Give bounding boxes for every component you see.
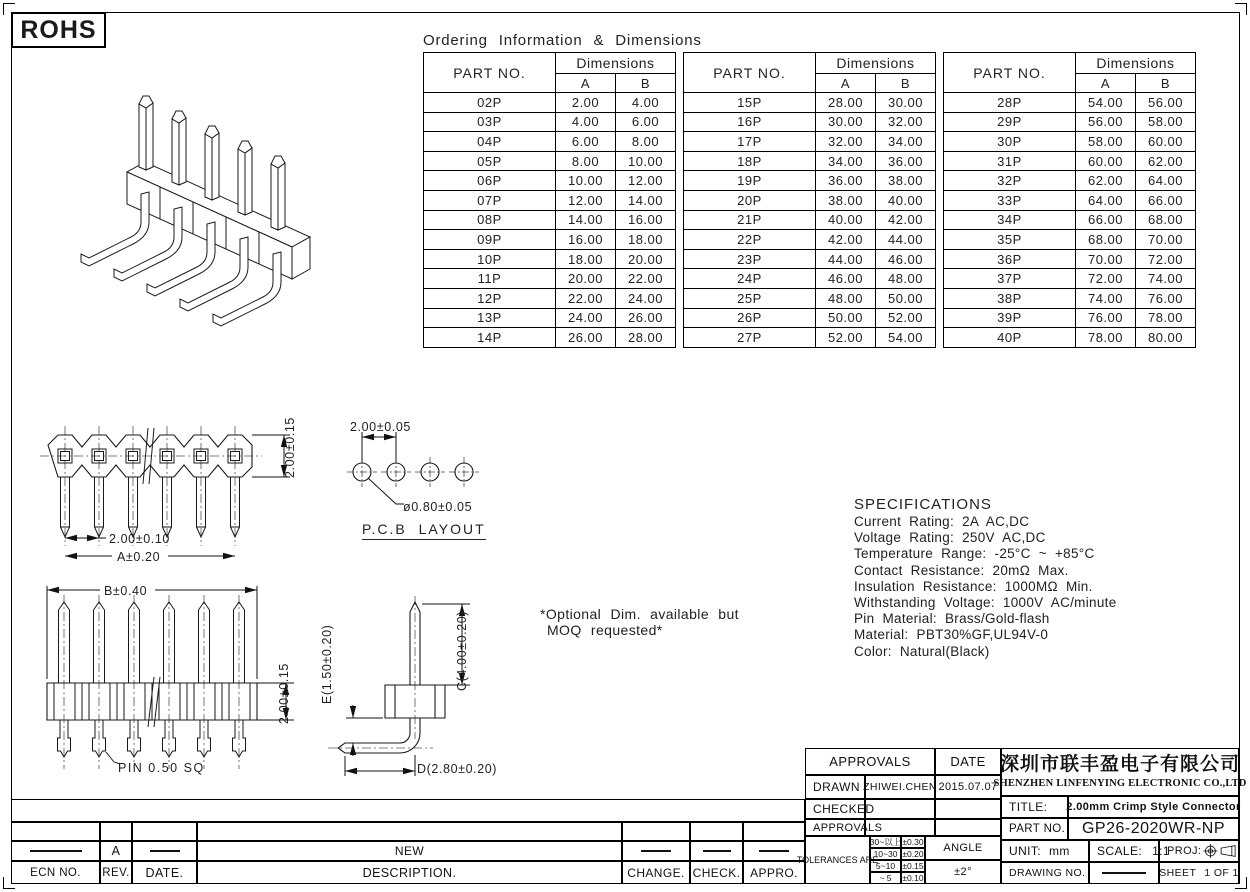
part-no-cell: 24P: [684, 269, 816, 289]
dim-a-cell: 6.00: [556, 132, 616, 152]
dim-b-cell: 46.00: [876, 249, 936, 269]
tolerance-value-cell: ±0.15: [902, 861, 924, 871]
dim-a-cell: 58.00: [1076, 132, 1136, 152]
spec-line: Color: Natural(Black): [854, 643, 990, 659]
dim-a-cell: 34.00: [816, 151, 876, 171]
check-cell: [690, 841, 743, 861]
projection-cell: [1159, 840, 1239, 862]
angle-value-cell: ±2°: [925, 860, 1001, 884]
part-no-cell: 38P: [944, 288, 1076, 308]
ordering-row: [684, 269, 936, 289]
part-no-cell: 21P: [684, 210, 816, 230]
ordering-row: [684, 210, 936, 230]
dim-a-cell: 24.00: [556, 308, 616, 328]
dim-a-cell: 14.00: [556, 210, 616, 230]
rev-value-cell: A: [100, 841, 132, 861]
top-view-height-dim: 2.00±0.15: [283, 417, 297, 478]
dim-b-cell: 42.00: [876, 210, 936, 230]
dim-a-cell: 72.00: [1076, 269, 1136, 289]
ordering-row: [944, 132, 1196, 152]
tolerance-value-cell: ±0.30: [902, 837, 924, 847]
approved-name-cell: [865, 819, 935, 836]
spec-line: Withstanding Voltage: 1000V AC/minute: [854, 595, 1117, 611]
part-no-cell: 34P: [944, 210, 1076, 230]
placeholder-dash: [759, 850, 789, 852]
tolerance-range-cell: 30~以上: [869, 837, 902, 847]
ordering-row: [684, 288, 936, 308]
dim-b-cell: 74.00: [1136, 269, 1196, 289]
ordering-row: [424, 308, 676, 328]
part-no-cell: 07P: [424, 190, 556, 210]
dim-a-cell: 52.00: [816, 328, 876, 348]
sheet-label: SHEET: [1159, 867, 1197, 879]
part-no-cell: 11P: [424, 269, 556, 289]
checked-name-cell: [865, 799, 935, 819]
scale-value: 1:1: [1152, 844, 1170, 858]
dim-b-cell: 30.00: [876, 93, 936, 113]
part-no-cell: 33P: [944, 190, 1076, 210]
dim-b-cell: 28.00: [616, 328, 676, 348]
dim-b-cell: 38.00: [876, 171, 936, 191]
dim-a-cell: 8.00: [556, 151, 616, 171]
part-no-cell: 22P: [684, 230, 816, 250]
part-no-cell: 25P: [684, 288, 816, 308]
revision-empty-cell: [11, 822, 100, 841]
front-view-height-dim: 2.00±0.15: [277, 663, 291, 724]
ecn-no-header: ECN NO.: [11, 861, 100, 884]
dim-b-cell: 78.00: [1136, 308, 1196, 328]
ordering-row: [424, 93, 676, 113]
dim-a-cell: 50.00: [816, 308, 876, 328]
part-no-cell: 28P: [944, 93, 1076, 113]
part-no-cell: 39P: [944, 308, 1076, 328]
placeholder-dash: [641, 850, 671, 852]
col-a-header: A: [816, 74, 876, 93]
pcb-pitch-dim: 2.00±0.05: [350, 420, 411, 434]
spec-line: Voltage Rating: 250V AC,DC: [854, 530, 1046, 546]
part-no-cell: 17P: [684, 132, 816, 152]
dim-b-cell: 14.00: [616, 190, 676, 210]
ordering-row: [424, 190, 676, 210]
dim-b-cell: 36.00: [876, 151, 936, 171]
tolerance-range-cell: 10~30: [870, 848, 901, 860]
part-no-cell: 10P: [424, 249, 556, 269]
ordering-row: [944, 112, 1196, 132]
part-no-cell: 08P: [424, 210, 556, 230]
dim-a-cell: 26.00: [556, 328, 616, 348]
placeholder-dash: [150, 850, 180, 852]
part-no-cell: 15P: [684, 93, 816, 113]
spec-line: Current Rating: 2A AC,DC: [854, 514, 1030, 529]
dim-b-cell: 80.00: [1136, 328, 1196, 348]
ordering-table-group: [943, 52, 1196, 348]
part-no-cell: 32P: [944, 171, 1076, 191]
checked-label-cell: CHECKED: [805, 799, 865, 819]
part-no-cell: 31P: [944, 151, 1076, 171]
specifications-list: [854, 514, 1117, 660]
dim-b-cell: 58.00: [1136, 112, 1196, 132]
part-no-cell: 35P: [944, 230, 1076, 250]
spec-line: Contact Resistance: 20mΩ Max.: [854, 562, 1069, 578]
dim-a-cell: 12.00: [556, 190, 616, 210]
isometric-view: [72, 88, 322, 358]
drawn-label-cell: DRAWN: [805, 775, 865, 799]
part-no-cell: 05P: [424, 151, 556, 171]
spec-line: Pin Material: Brass/Gold-flash: [854, 611, 1050, 627]
ordering-row: [424, 171, 676, 191]
ordering-row: [424, 112, 676, 132]
unit-label: UNIT:: [1009, 844, 1041, 858]
dim-a-cell: 42.00: [816, 230, 876, 250]
placeholder-dash: [30, 850, 82, 852]
dimensions-header: Dimensions: [1076, 53, 1196, 74]
dim-a-cell: 16.00: [556, 230, 616, 250]
part-no-cell: 16P: [684, 112, 816, 132]
dim-a-cell: 20.00: [556, 269, 616, 289]
tolerance-range-cell: 5~10: [870, 860, 901, 872]
page-title: Ordering Information & Dimensions: [423, 32, 702, 49]
dim-a-cell: 74.00: [1076, 288, 1136, 308]
date-header: DATE.: [132, 861, 197, 884]
dim-a-cell: 46.00: [816, 269, 876, 289]
part-no-cell: 04P: [424, 132, 556, 152]
ordering-table-group: [683, 52, 936, 348]
pcb-hole-dim: ø0.80±0.05: [403, 500, 473, 514]
rev-date-cell: [132, 841, 197, 861]
part-no-header: PART NO.: [684, 53, 816, 93]
side-view-e-dim: E(1.50±0.20): [320, 624, 334, 704]
dim-b-cell: 60.00: [1136, 132, 1196, 152]
placeholder-dash: [1102, 872, 1146, 874]
dim-b-cell: 4.00: [616, 93, 676, 113]
ordering-row: [424, 269, 676, 289]
part-no-label-cell: PART NO.: [1001, 818, 1068, 840]
part-no-cell: 29P: [944, 112, 1076, 132]
ordering-table-groups: [423, 52, 1196, 348]
part-no-value-cell: GP26-2020WR-NP: [1068, 818, 1239, 840]
ordering-row: [684, 93, 936, 113]
dim-b-cell: 64.00: [1136, 171, 1196, 191]
tolerance-range-cell: ~ 5: [870, 872, 901, 884]
angle-label-cell: ANGLE: [925, 836, 1001, 860]
description-value-cell: NEW: [197, 841, 622, 861]
part-no-cell: 20P: [684, 190, 816, 210]
projection-symbol-icon: [1203, 842, 1238, 860]
part-no-cell: 30P: [944, 132, 1076, 152]
dim-a-cell: 60.00: [1076, 151, 1136, 171]
dim-b-cell: 52.00: [876, 308, 936, 328]
ordering-row: [944, 269, 1196, 289]
placeholder-dash: [703, 850, 731, 852]
ordering-row: [684, 230, 936, 250]
dim-b-cell: 70.00: [1136, 230, 1196, 250]
tolerances-label-cell: TOLERANCES ARE: [805, 836, 870, 884]
description-header: DESCRIPTION.: [197, 861, 622, 884]
ordering-row: [684, 112, 936, 132]
ordering-row: [944, 93, 1196, 113]
dim-a-cell: 38.00: [816, 190, 876, 210]
ordering-row: [684, 190, 936, 210]
dim-b-cell: 8.00: [616, 132, 676, 152]
dim-a-cell: 32.00: [816, 132, 876, 152]
top-view-pitch-dim: 2.00±0.10: [109, 532, 170, 546]
scale-cell: [1089, 840, 1170, 862]
date-header-cell: DATE: [935, 748, 1001, 775]
dim-a-cell: 54.00: [1076, 93, 1136, 113]
col-b-header: B: [1136, 74, 1196, 93]
ordering-row: [424, 230, 676, 250]
spec-line: Temperature Range: -25°C ~ +85°C: [854, 546, 1095, 562]
dim-b-cell: 10.00: [616, 151, 676, 171]
ordering-row: [424, 328, 676, 348]
revision-empty-cell: [132, 822, 197, 841]
revision-empty-cell: [100, 822, 132, 841]
dim-b-cell: 62.00: [1136, 151, 1196, 171]
dim-b-cell: 24.00: [616, 288, 676, 308]
ordering-row: [684, 249, 936, 269]
part-no-cell: 37P: [944, 269, 1076, 289]
dim-b-cell: 22.00: [616, 269, 676, 289]
ordering-row: [944, 328, 1196, 348]
part-no-cell: 03P: [424, 112, 556, 132]
revision-empty-cell: [622, 822, 690, 841]
col-b-header: B: [616, 74, 676, 93]
dim-b-cell: 34.00: [876, 132, 936, 152]
dim-b-cell: 56.00: [1136, 93, 1196, 113]
dim-a-cell: 22.00: [556, 288, 616, 308]
part-no-cell: 09P: [424, 230, 556, 250]
col-a-header: A: [1076, 74, 1136, 93]
revision-empty-cell: [743, 822, 805, 841]
ordering-row: [944, 151, 1196, 171]
spec-line: Material: PBT30%GF,UL94V-0: [854, 627, 1049, 643]
side-view-d-dim: D(2.80±0.20): [417, 762, 498, 776]
sheet-cell: [1159, 862, 1239, 884]
ordering-row: [684, 308, 936, 328]
dim-a-cell: 56.00: [1076, 112, 1136, 132]
dim-b-cell: 44.00: [876, 230, 936, 250]
part-no-cell: 27P: [684, 328, 816, 348]
dimensions-header: Dimensions: [816, 53, 936, 74]
appro-cell: [743, 841, 805, 861]
dim-a-cell: 66.00: [1076, 210, 1136, 230]
ordering-row: [684, 171, 936, 191]
front-view-overall-dim: B±0.40: [104, 584, 148, 598]
dim-a-cell: 68.00: [1076, 230, 1136, 250]
company-name-cn: 深圳市联丰盈电子有限公司: [1000, 754, 1241, 775]
part-no-cell: 40P: [944, 328, 1076, 348]
dim-a-cell: 76.00: [1076, 308, 1136, 328]
sheet-value: 1 OF 1: [1204, 867, 1239, 879]
dim-a-cell: 44.00: [816, 249, 876, 269]
part-no-cell: 06P: [424, 171, 556, 191]
company-cell: [993, 748, 1247, 796]
dim-a-cell: 36.00: [816, 171, 876, 191]
dim-a-cell: 48.00: [816, 288, 876, 308]
part-no-cell: 02P: [424, 93, 556, 113]
part-no-cell: 19P: [684, 171, 816, 191]
company-name-en: SHENZHEN LINFENYING ELECTRONIC CO.,LTD: [993, 778, 1247, 789]
corner-mark: [1235, 3, 1247, 15]
dim-b-cell: 20.00: [616, 249, 676, 269]
ordering-row: [944, 249, 1196, 269]
specifications-heading: SPECIFICATIONS: [854, 496, 992, 513]
drawn-date-cell: 2015.07.07: [935, 775, 1001, 799]
dim-a-cell: 18.00: [556, 249, 616, 269]
dim-b-cell: 40.00: [876, 190, 936, 210]
dim-b-cell: 66.00: [1136, 190, 1196, 210]
unit-cell: [1001, 840, 1089, 862]
col-a-header: A: [556, 74, 616, 93]
approved-label-cell: APPROVALS: [805, 819, 865, 836]
dim-a-cell: 70.00: [1076, 249, 1136, 269]
checked-date-cell: [935, 799, 1001, 819]
ordering-row: [944, 230, 1196, 250]
dim-b-cell: 32.00: [876, 112, 936, 132]
drawing-no-label-cell: DRAWING NO.: [1001, 862, 1089, 884]
part-no-cell: 18P: [684, 151, 816, 171]
ordering-row: [684, 328, 936, 348]
front-view: [40, 581, 340, 781]
optional-note-line2: MOQ requested*: [547, 622, 663, 638]
dim-a-cell: 30.00: [816, 112, 876, 132]
ordering-row: [944, 210, 1196, 230]
revision-empty-row: [11, 799, 805, 822]
ordering-row: [944, 171, 1196, 191]
ordering-row: [424, 151, 676, 171]
part-no-cell: 12P: [424, 288, 556, 308]
dim-b-cell: 6.00: [616, 112, 676, 132]
appro-header: APPRO.: [743, 861, 805, 884]
part-no-cell: 13P: [424, 308, 556, 328]
tolerance-value-cell: ±0.20: [902, 849, 924, 859]
dim-b-cell: 72.00: [1136, 249, 1196, 269]
rohs-label: ROHS: [20, 15, 97, 44]
ordering-row: [944, 288, 1196, 308]
part-no-cell: 36P: [944, 249, 1076, 269]
dim-a-cell: 64.00: [1076, 190, 1136, 210]
side-view-c-dim: C(4.00±0.20): [455, 610, 469, 691]
tolerance-value-cell: ±0.10: [902, 873, 924, 883]
dim-b-cell: 50.00: [876, 288, 936, 308]
ordering-row: [684, 151, 936, 171]
change-header: CHANGE.: [622, 861, 690, 884]
part-no-cell: 23P: [684, 249, 816, 269]
dim-a-cell: 62.00: [1076, 171, 1136, 191]
rev-header: REV.: [100, 861, 132, 884]
dim-a-cell: 4.00: [556, 112, 616, 132]
drawn-name-cell: ZHIWEI.CHEN: [865, 775, 935, 799]
dim-b-cell: 16.00: [616, 210, 676, 230]
dim-a-cell: 10.00: [556, 171, 616, 191]
ordering-row: [944, 308, 1196, 328]
front-view-pin-dim: PIN 0.50 SQ: [118, 761, 205, 775]
unit-value: mm: [1049, 844, 1070, 858]
ordering-row: [944, 190, 1196, 210]
change-cell: [622, 841, 690, 861]
spec-line: Insulation Resistance: 1000MΩ Min.: [854, 578, 1093, 594]
approvals-header-cell: APPROVALS: [805, 748, 935, 775]
dimensions-header: Dimensions: [556, 53, 676, 74]
dim-a-cell: 78.00: [1076, 328, 1136, 348]
dim-b-cell: 48.00: [876, 269, 936, 289]
dim-a-cell: 28.00: [816, 93, 876, 113]
projection-label: PROJ:: [1167, 845, 1202, 857]
part-no-header: PART NO.: [944, 53, 1076, 93]
dim-b-cell: 76.00: [1136, 288, 1196, 308]
part-no-header: PART NO.: [424, 53, 556, 93]
dim-b-cell: 54.00: [876, 328, 936, 348]
pcb-layout-label: P.C.B LAYOUT: [362, 521, 486, 540]
check-header: CHECK.: [690, 861, 743, 884]
ordering-row: [424, 288, 676, 308]
dim-a-cell: 2.00: [556, 93, 616, 113]
dim-b-cell: 26.00: [616, 308, 676, 328]
top-view-overall-dim: A±0.20: [117, 550, 161, 564]
dim-b-cell: 68.00: [1136, 210, 1196, 230]
col-b-header: B: [876, 74, 936, 93]
revision-empty-cell: [197, 822, 622, 841]
title-label-cell: TITLE:: [1001, 796, 1068, 818]
ordering-row: [424, 249, 676, 269]
dim-a-cell: 40.00: [816, 210, 876, 230]
dim-b-cell: 18.00: [616, 230, 676, 250]
optional-note-line1: *Optional Dim. available but: [540, 606, 739, 622]
dim-b-cell: 12.00: [616, 171, 676, 191]
part-no-cell: 14P: [424, 328, 556, 348]
revision-empty-cell: [690, 822, 743, 841]
drawing-no-value-cell: [1089, 862, 1159, 884]
ordering-table-group: [423, 52, 676, 348]
part-no-cell: 26P: [684, 308, 816, 328]
rohs-badge: [11, 12, 106, 48]
ecn-no-cell: [11, 841, 100, 861]
ordering-row: [424, 210, 676, 230]
scale-label: SCALE:: [1097, 844, 1143, 858]
ordering-row: [684, 132, 936, 152]
title-value-cell: 2.00mm Crimp Style Connector: [1068, 796, 1239, 818]
ordering-row: [424, 132, 676, 152]
approved-date-cell: [935, 819, 1001, 836]
